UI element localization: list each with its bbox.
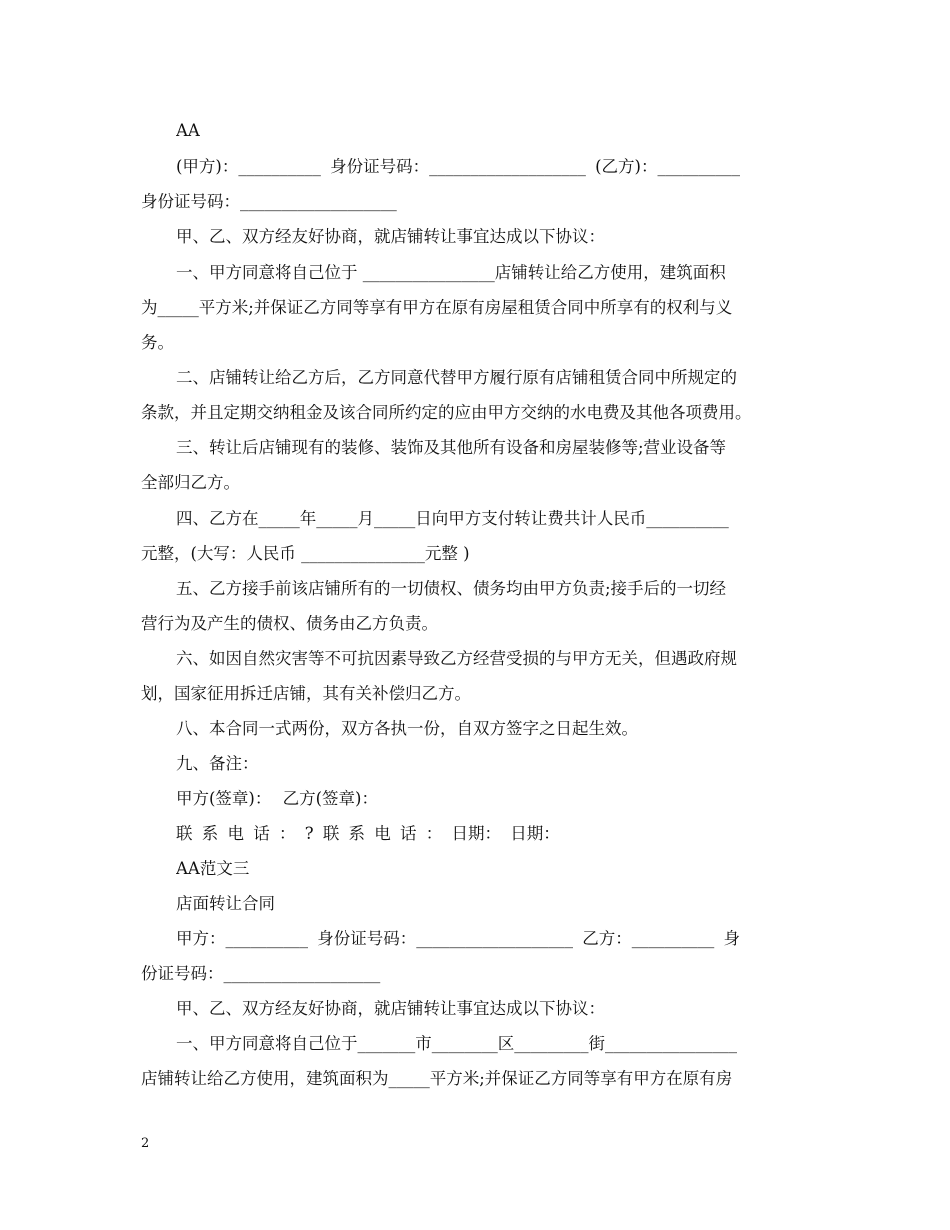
party-line-2: 甲方：__________ 身份证号码：___________________ 乙方：__________ 身 <box>176 929 740 948</box>
party-line-1: (甲方)：__________ 身份证号码：___________________ (乙方)：__________ <box>176 157 740 176</box>
clause-4-line-2: 元整，(大写：人民币 _______________元整 ) <box>141 544 470 563</box>
clause-6-line-2: 划，国家征用拆迁店铺，其有关补偿归乙方。 <box>141 684 471 703</box>
clause-1-line-1: 一、甲方同意将自己位于 ________________店铺转让给乙方使用，建筑面积 <box>176 263 726 282</box>
clause-8: 八、本合同一式两份，双方各执一份，自双方签字之日起生效。 <box>176 719 638 738</box>
clause-2-line-1: 二、店铺转让给乙方后，乙方同意代替甲方履行原有店铺租赁合同中所规定的 <box>176 368 737 387</box>
clause-2-line-2: 条款，并且定期交纳租金及该合同所约定的应由甲方交纳的水电费及其他各项费用。 <box>141 403 752 422</box>
contract-title: 店面转让合同 <box>176 894 275 913</box>
clause-5-line-1: 五、乙方接手前该店铺所有的一切债权、债务均由甲方负责;接手后的一切经 <box>176 579 727 598</box>
clause-1b-line-2: 店铺转让给乙方使用，建筑面积为_____平方米;并保证乙方同等享有甲方在原有房 <box>141 1069 733 1088</box>
page-number: 2 <box>141 1136 150 1151</box>
contact-date-line: 联 系 电 话 ： ? 联 系 电 话 ： 日期： 日期： <box>176 824 560 843</box>
signature-line: 甲方(签章)： 乙方(签章)： <box>176 789 378 808</box>
clause-6-line-1: 六、如因自然灾害等不可抗因素导致乙方经营受损的与甲方无关，但遇政府规 <box>176 649 737 668</box>
agreement-intro-1: 甲、乙、双方经友好协商，就店铺转让事宜达成以下协议： <box>176 227 605 246</box>
heading-aa: AA <box>176 121 200 140</box>
clause-9-notes: 九、备注： <box>176 754 259 773</box>
clause-3-line-1: 三、转让后店铺现有的装修、装饰及其他所有设备和房屋装修等;营业设备等 <box>176 438 727 457</box>
clause-5-line-2: 营行为及产生的债权、债务由乙方负责。 <box>141 614 438 633</box>
heading-aa-sample-3: AA范文三 <box>176 859 250 878</box>
agreement-intro-2: 甲、乙、双方经友好协商，就店铺转让事宜达成以下协议： <box>176 999 605 1018</box>
id-line-1: 身份证号码：___________________ <box>141 192 397 211</box>
clause-4-line-1: 四、乙方在_____年_____月_____日向甲方支付转让费共计人民币__________ <box>176 509 729 528</box>
clause-1-line-2: 为_____平方米;并保证乙方同等享有甲方在原有房屋租赁合同中所享有的权利与义 <box>141 298 733 317</box>
id-line-2: 份证号码：___________________ <box>141 964 381 983</box>
clause-1-line-3: 务。 <box>141 333 174 352</box>
clause-1b-line-1: 一、甲方同意将自己位于_______市________区_________街________________ <box>176 1034 737 1053</box>
clause-3-line-2: 全部归乙方。 <box>141 473 240 492</box>
